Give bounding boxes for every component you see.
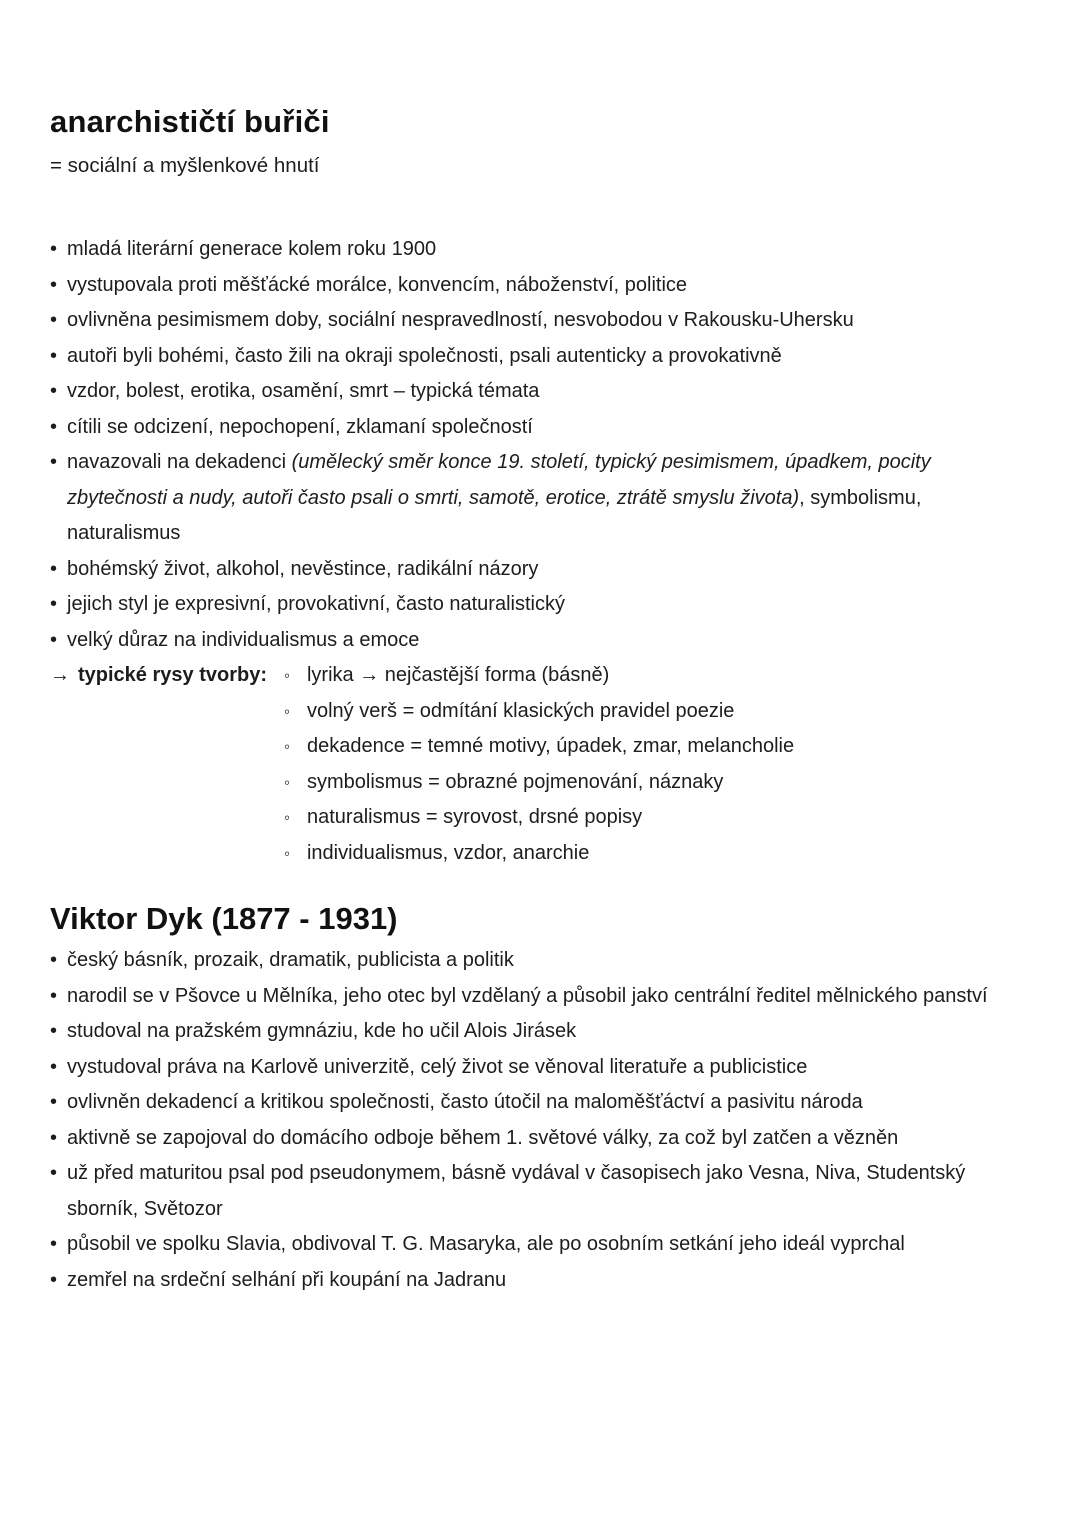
typical-traits-row (50, 658, 1025, 871)
bullet-text (67, 451, 931, 544)
section2-bullet-list (50, 943, 1025, 1298)
bullet-text-italic: (umělecký směr konce 19. století, typický pesimismem, úpadkem, pocity zbytečnosti a nudy, autoři často psali o smrti, samotě, erotice, ztrátě smyslu života) (67, 451, 931, 509)
bullet-text-pre: navazovali na dekadenci (67, 451, 292, 473)
bullet-text: narodil se v Pšovce u Mělníka, jeho otec byl vzdělaný a působil jako centrální ředitel mělnického panství (67, 984, 988, 1007)
list-item (50, 374, 1025, 410)
bullet-text: cítili se odcizení, nepochopení, zklamaní společností (67, 415, 533, 438)
sub-list-item (281, 729, 794, 765)
sub-list-item (281, 800, 794, 836)
sub-bullet-icon: ◦ (283, 666, 291, 685)
bullet-icon: • (50, 238, 58, 260)
list-item (50, 303, 1025, 339)
bullet-icon: • (50, 984, 58, 1007)
bullet-text: bohémský život, alkohol, nevěstince, radikální názory (67, 557, 539, 580)
list-item-dekadence (50, 445, 1025, 552)
sub-bullet-text: lyrika → nejčastější forma (básně) (306, 664, 610, 686)
bullet-text: vzdor, bolest, erotika, osamění, smrt – typická témata (67, 380, 540, 402)
list-item (50, 1121, 1025, 1157)
bullet-icon: • (50, 380, 58, 402)
bullet-text: autoři byli bohémi, často žili na okraji společnosti, psali autenticky a provokativně (67, 344, 782, 367)
bullet-icon: • (50, 1091, 58, 1113)
typical-traits-sublist (281, 658, 794, 871)
list-item (50, 268, 1025, 304)
sub-bullet-icon: ◦ (283, 808, 291, 827)
list-item (50, 552, 1025, 588)
list-item (50, 623, 1025, 659)
bullet-icon: • (50, 593, 58, 615)
bullet-icon: • (50, 1233, 58, 1255)
section1-bullet-list (50, 232, 1025, 658)
bullet-icon: • (50, 273, 58, 296)
bullet-text: ovlivněn dekadencí a kritikou společnosti, často útočil na maloměšťáctví a pasivitu národa (67, 1091, 863, 1113)
list-item (50, 232, 1025, 268)
bullet-text: český básník, prozaik, dramatik, publicista a politik (67, 949, 514, 971)
list-item (50, 410, 1025, 446)
bullet-text: studoval na pražském gymnáziu, kde ho učil Alois Jirásek (67, 1020, 577, 1042)
list-item (50, 979, 1025, 1015)
list-item (50, 339, 1025, 375)
list-item (50, 1227, 1025, 1263)
bullet-text: ovlivněna pesimismem doby, sociální nespravedlností, nesvobodou v Rakousku-Uhersku (67, 309, 854, 331)
sub-list-item (281, 694, 794, 730)
typical-traits-label-text: typické rysy tvorby: (78, 664, 267, 686)
bullet-icon: • (50, 415, 58, 438)
sub-bullet-icon: ◦ (283, 772, 291, 792)
bullet-icon: • (50, 344, 58, 367)
list-item (50, 1263, 1025, 1299)
list-item (50, 1156, 1025, 1227)
typical-traits-label (50, 658, 267, 694)
bullet-text-post: , symbolismu, naturalismus (67, 486, 922, 544)
sub-bullet-text: naturalismus = syrovost, drsné popisy (306, 806, 643, 828)
page-title: anarchističtí buřiči (50, 104, 330, 139)
page-subtitle: = sociální a myšlenkové hnutí (50, 154, 320, 177)
list-item (50, 943, 1025, 979)
bullet-icon: • (50, 1055, 58, 1078)
bullet-text: jejich styl je expresivní, provokativní, často naturalistický (67, 593, 565, 615)
list-item (50, 1050, 1025, 1086)
sub-bullet-text: dekadence = temné motivy, úpadek, zmar, melancholie (306, 735, 795, 757)
bullet-icon: • (50, 1162, 58, 1184)
bullet-icon: • (50, 1020, 58, 1042)
bullet-text: mladá literární generace kolem roku 1900 (67, 238, 437, 260)
bullet-icon: • (50, 557, 58, 580)
bullet-text: už před maturitou psal pod pseudonymem, básně vydával v časopisech jako Vesna, Niva, Studentský sborník, Světozor (67, 1162, 966, 1220)
bullet-icon: • (50, 451, 58, 473)
bullet-icon: • (50, 628, 58, 651)
sub-bullet-icon: ◦ (283, 843, 291, 863)
sub-list-item (281, 836, 794, 872)
sub-list-item (281, 765, 794, 801)
list-item (50, 587, 1025, 623)
list-item (50, 1014, 1025, 1050)
bullet-text: vystudoval práva na Karlově univerzitě, celý život se věnoval literatuře a publicistice (67, 1055, 808, 1078)
arrow-icon: → (50, 664, 70, 686)
sub-list-item (281, 658, 794, 694)
sub-bullet-icon: ◦ (283, 701, 291, 721)
bullet-text: zemřel na srdeční selhání při koupání na Jadranu (67, 1268, 507, 1291)
bullet-text: velký důraz na individualismus a emoce (67, 628, 420, 651)
list-item (50, 1085, 1025, 1121)
sub-bullet-icon: ◦ (283, 737, 291, 756)
sub-bullet-text: symbolismus = obrazné pojmenování, náznaky (306, 770, 724, 793)
bullet-icon: • (50, 1268, 58, 1291)
section-title-viktor-dyk: Viktor Dyk (1877 - 1931) (50, 901, 398, 936)
sub-bullet-text: individualismus, vzdor, anarchie (306, 841, 590, 864)
sub-bullet-text: volný verš = odmítání klasických pravidel poezie (306, 699, 735, 722)
bullet-icon: • (50, 1126, 58, 1149)
bullet-icon: • (50, 309, 58, 331)
bullet-icon: • (50, 949, 58, 971)
bullet-text: aktivně se zapojoval do domácího odboje během 1. světové války, za což byl zatčen a vězněn (67, 1126, 899, 1149)
bullet-text: působil ve spolku Slavia, obdivoval T. G. Masaryka, ale po osobním setkání jeho ideál vyprchal (67, 1233, 905, 1255)
bullet-text: vystupovala proti měšťácké morálce, konvencím, náboženství, politice (67, 273, 688, 296)
